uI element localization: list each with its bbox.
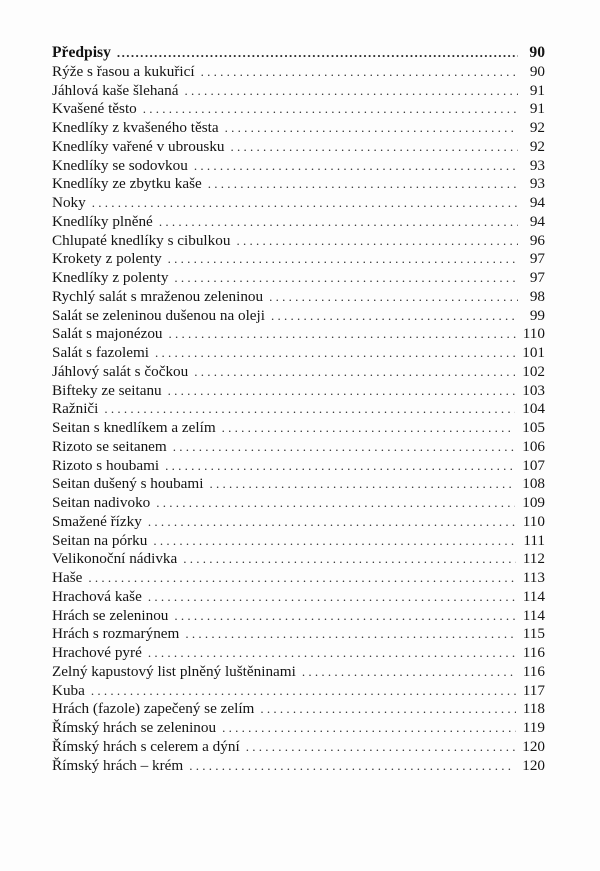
toc-entry bbox=[52, 288, 545, 307]
toc-leader-dots bbox=[88, 569, 515, 588]
toc-entry-title: Salát s majonézou bbox=[52, 325, 163, 343]
toc-entry-title: Salát se zeleninou dušenou na oleji bbox=[52, 306, 265, 324]
toc-page-number: 90 bbox=[529, 62, 545, 80]
toc-entry-title: Velikonoční nádivka bbox=[52, 550, 178, 568]
toc-leader-dots bbox=[183, 550, 516, 569]
toc-leader-dots bbox=[148, 513, 516, 532]
toc-entry-title: Knedlíky z kvašeného těsta bbox=[52, 119, 219, 136]
toc-leader-dots bbox=[225, 119, 518, 138]
toc-page-number: 120 bbox=[522, 756, 545, 774]
toc-leader-dots bbox=[194, 157, 518, 176]
toc-entry bbox=[52, 119, 545, 138]
toc-leader-dots bbox=[231, 138, 518, 157]
toc-page-number: 111 bbox=[523, 531, 545, 549]
toc-entry bbox=[52, 307, 545, 326]
toc-entry-title: Jáhlový salát s čočkou bbox=[52, 362, 189, 380]
toc-leader-dots bbox=[92, 194, 518, 213]
toc-entry-title: Římský hrách se zeleninou bbox=[52, 719, 217, 736]
toc-page-number: 99 bbox=[529, 306, 545, 324]
toc-leader-dots bbox=[194, 363, 515, 382]
toc-leader-dots bbox=[174, 607, 515, 626]
toc-page-number: 92 bbox=[529, 137, 545, 155]
toc-entry-title: Seitan nadivoko bbox=[52, 494, 151, 511]
toc-page-number: 103 bbox=[522, 381, 545, 399]
toc-page-number: 115 bbox=[522, 625, 545, 643]
table-of-contents bbox=[52, 44, 545, 775]
toc-entry bbox=[52, 250, 545, 269]
toc-entry-title: Hrách se zeleninou bbox=[52, 606, 169, 624]
toc-entry bbox=[52, 738, 545, 757]
toc-entry-title: Salát s fazolemi bbox=[52, 344, 149, 361]
toc-page-number: 118 bbox=[522, 700, 545, 718]
toc-entry bbox=[52, 550, 545, 569]
toc-page-number: 120 bbox=[522, 737, 545, 755]
toc-entry bbox=[52, 382, 545, 401]
toc-entry-title: Kuba bbox=[52, 681, 85, 699]
toc-page-number: 112 bbox=[522, 550, 545, 568]
toc-page-number: 98 bbox=[529, 287, 545, 305]
toc-leader-dots bbox=[148, 588, 516, 607]
toc-entry bbox=[52, 757, 545, 776]
toc-leader-dots bbox=[174, 269, 518, 288]
toc-entry bbox=[52, 607, 545, 626]
toc-leader-dots bbox=[185, 82, 518, 101]
toc-entry-title: Předpisy bbox=[52, 44, 111, 61]
toc-entry bbox=[52, 532, 545, 551]
toc-entry-title: Hrachová kaše bbox=[52, 587, 142, 605]
toc-leader-dots bbox=[246, 738, 516, 757]
toc-entry-title: Rizoto s houbami bbox=[52, 456, 160, 474]
toc-entry bbox=[52, 100, 545, 119]
toc-entry-title: Hrách s rozmarýnem bbox=[52, 625, 180, 643]
toc-leader-dots bbox=[165, 457, 515, 476]
toc-page-number: 114 bbox=[522, 606, 545, 624]
toc-leader-dots bbox=[153, 532, 516, 551]
toc-leader-dots bbox=[222, 719, 516, 738]
toc-leader-dots bbox=[236, 232, 518, 251]
toc-entry bbox=[52, 419, 545, 438]
toc-page-number: 107 bbox=[522, 456, 545, 474]
toc-entry bbox=[52, 494, 545, 513]
toc-leader-dots bbox=[168, 382, 516, 401]
toc-leader-dots bbox=[168, 250, 518, 269]
toc-page-number: 116 bbox=[522, 662, 545, 680]
toc-page-number: 91 bbox=[529, 81, 545, 99]
toc-leader-dots bbox=[148, 644, 516, 663]
toc-entry-title: Smažené řízky bbox=[52, 512, 142, 530]
toc-entry-title: Rýže s řasou a kukuřicí bbox=[52, 62, 195, 80]
toc-entry bbox=[52, 82, 545, 101]
toc-entry-title: Knedlíky vařené v ubrousku bbox=[52, 137, 225, 155]
toc-page-number: 110 bbox=[522, 512, 545, 530]
toc-leader-dots bbox=[143, 100, 518, 119]
toc-entry-title: Knedlíky ze zbytku kaše bbox=[52, 175, 202, 193]
toc-entry-title: Haše bbox=[52, 569, 83, 586]
toc-entry bbox=[52, 625, 545, 644]
toc-entry-title: Knedlíky z polenty bbox=[52, 269, 169, 286]
toc-entry bbox=[52, 700, 545, 719]
toc-entry bbox=[52, 63, 545, 82]
toc-entry bbox=[52, 513, 545, 532]
toc-entry-title: Zelný kapustový list plněný luštěninami bbox=[52, 662, 296, 680]
toc-entry-title: Seitan s knedlíkem a zelím bbox=[52, 419, 216, 436]
toc-page-number: 93 bbox=[529, 175, 545, 193]
toc-leader-dots bbox=[117, 44, 518, 63]
toc-entry bbox=[52, 213, 545, 232]
toc-page-number: 97 bbox=[529, 269, 545, 286]
toc-page-number: 94 bbox=[529, 194, 545, 211]
toc-page-number: 110 bbox=[522, 325, 545, 343]
toc-leader-dots bbox=[269, 288, 518, 307]
toc-entry bbox=[52, 475, 545, 494]
toc-leader-dots bbox=[91, 682, 516, 701]
toc-page-number: 106 bbox=[522, 437, 545, 455]
toc-page-number: 114 bbox=[522, 587, 545, 605]
toc-leader-dots bbox=[104, 400, 515, 419]
toc-entry bbox=[52, 175, 545, 194]
toc-entry-title: Jáhlová kaše šlehaná bbox=[52, 81, 179, 99]
toc-entry bbox=[52, 344, 545, 363]
toc-entry-title: Chlupaté knedlíky s cibulkou bbox=[52, 231, 231, 249]
toc-leader-dots bbox=[159, 213, 518, 232]
toc-page-number: 104 bbox=[522, 400, 545, 418]
toc-page-number: 94 bbox=[529, 212, 545, 230]
toc-entry bbox=[52, 569, 545, 588]
toc-page-number: 108 bbox=[522, 475, 545, 493]
toc-entry-title: Krokety z polenty bbox=[52, 250, 162, 268]
toc-leader-dots bbox=[169, 325, 516, 344]
toc-page-number: 96 bbox=[529, 231, 545, 249]
toc-leader-dots bbox=[208, 175, 518, 194]
toc-entry-title: Římský hrách – krém bbox=[52, 756, 184, 774]
toc-leader-dots bbox=[271, 307, 518, 326]
toc-leader-dots bbox=[260, 700, 515, 719]
toc-entry-title: Rizoto se seitanem bbox=[52, 437, 167, 455]
toc-entry bbox=[52, 438, 545, 457]
toc-entry-title: Seitan dušený s houbami bbox=[52, 475, 204, 493]
toc-entry bbox=[52, 663, 545, 682]
toc-entry bbox=[52, 363, 545, 382]
toc-leader-dots bbox=[209, 475, 515, 494]
toc-entry-title: Knedlíky se sodovkou bbox=[52, 156, 188, 174]
toc-entry bbox=[52, 682, 545, 701]
toc-entry bbox=[52, 719, 545, 738]
toc-page-number: 92 bbox=[529, 119, 545, 136]
toc-leader-dots bbox=[156, 494, 515, 513]
toc-page-number: 105 bbox=[522, 419, 545, 436]
toc-leader-dots bbox=[302, 663, 516, 682]
toc-entry-title: Kvašené těsto bbox=[52, 100, 137, 118]
toc-entry-title: Rychlý salát s mraženou zeleninou bbox=[52, 287, 264, 305]
toc-leader-dots bbox=[173, 438, 515, 457]
toc-leader-dots bbox=[201, 63, 518, 82]
toc-entry-title: Hrachové pyré bbox=[52, 644, 142, 661]
toc-entry-title: Ražniči bbox=[52, 400, 99, 418]
toc-entry-title: Knedlíky plněné bbox=[52, 212, 153, 230]
toc-entry-title: Hrách (fazole) zapečený se zelím bbox=[52, 700, 255, 718]
toc-entry bbox=[52, 269, 545, 288]
toc-entry-title: Římský hrách s celerem a dýní bbox=[52, 737, 240, 755]
toc-entry bbox=[52, 138, 545, 157]
toc-leader-dots bbox=[155, 344, 515, 363]
toc-page-number: 119 bbox=[522, 719, 545, 736]
toc-page-number: 109 bbox=[522, 494, 545, 511]
toc-page-number: 97 bbox=[529, 250, 545, 268]
toc-page-number: 90 bbox=[529, 44, 545, 61]
toc-page-number: 91 bbox=[529, 100, 545, 118]
toc-leader-dots bbox=[222, 419, 516, 438]
toc-entry-title: Noky bbox=[52, 194, 86, 211]
toc-page-number: 93 bbox=[529, 156, 545, 174]
toc-page-number: 117 bbox=[522, 681, 545, 699]
toc-leader-dots bbox=[185, 625, 515, 644]
toc-entry bbox=[52, 44, 545, 63]
toc-entry bbox=[52, 588, 545, 607]
toc-page-number: 101 bbox=[522, 344, 545, 361]
toc-page-number: 113 bbox=[522, 569, 545, 586]
toc-entry bbox=[52, 457, 545, 476]
toc-entry bbox=[52, 157, 545, 176]
toc-page-number: 102 bbox=[522, 362, 545, 380]
toc-entry-title: Seitan na pórku bbox=[52, 531, 148, 549]
toc-leader-dots bbox=[189, 757, 515, 776]
toc-entry-title: Bifteky ze seitanu bbox=[52, 381, 162, 399]
toc-entry bbox=[52, 400, 545, 419]
toc-page-number: 116 bbox=[522, 644, 545, 661]
toc-entry bbox=[52, 325, 545, 344]
toc-entry bbox=[52, 194, 545, 213]
toc-entry bbox=[52, 232, 545, 251]
toc-entry bbox=[52, 644, 545, 663]
